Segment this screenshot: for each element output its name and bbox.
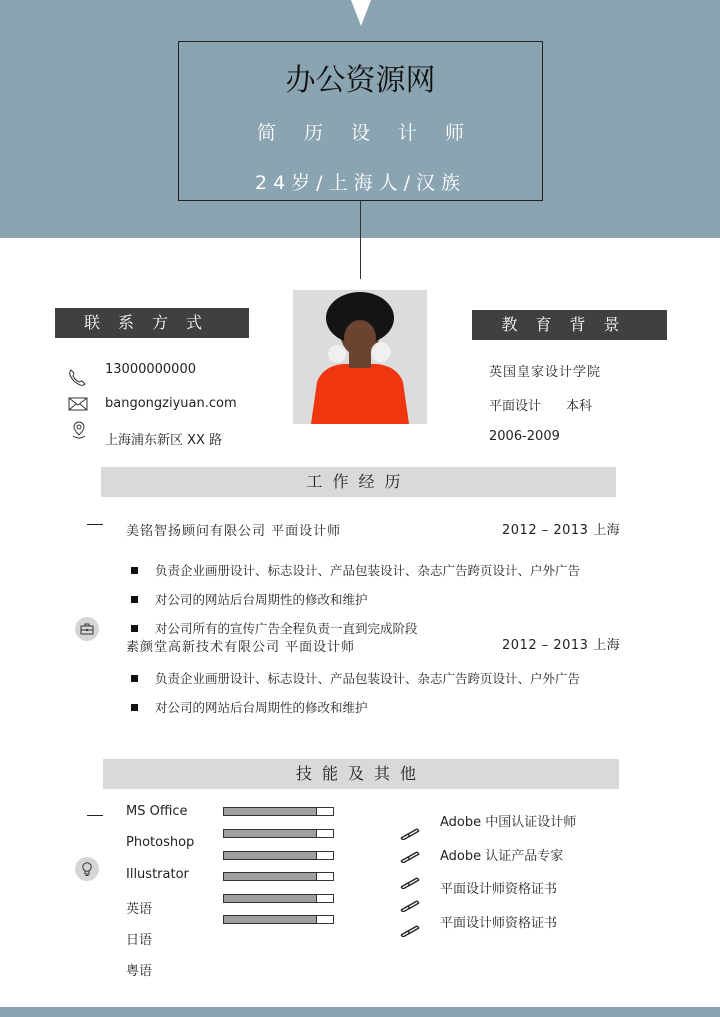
work-dash: [87, 524, 103, 525]
certificate: 平面设计师资格证书: [440, 882, 558, 897]
education-heading: 教育背景: [472, 310, 667, 340]
diploma-icon: [399, 848, 421, 867]
skill-bar-fill: [224, 852, 317, 859]
skill-bar: [223, 851, 334, 860]
skills-dash: [87, 815, 103, 816]
address: 上海浦东新区 XX 路: [105, 433, 223, 448]
skill-label: MS Office: [126, 804, 188, 819]
skill-bar: [223, 915, 334, 924]
certificate: 平面设计师资格证书: [440, 916, 558, 931]
job-1-date: 2012 – 2013 上海: [502, 523, 621, 538]
diploma-icon: [399, 825, 421, 844]
email-address: bangongziyuan.com: [105, 396, 237, 411]
certificate: Adobe 中国认证设计师: [440, 815, 577, 830]
skill-bar-fill: [224, 873, 317, 880]
lightbulb-icon: [75, 857, 99, 881]
skill-label: 粤语: [126, 964, 153, 979]
skill-bar-fill: [224, 916, 317, 923]
skill-bar: [223, 807, 334, 816]
skill-label: Photoshop: [126, 835, 195, 850]
candidate-role: 简历设计师: [256, 122, 492, 144]
candidate-name: 办公资源网: [285, 63, 436, 98]
skill-bar-fill: [224, 830, 317, 837]
diploma-icon: [399, 897, 421, 916]
skills-heading: 技能及其他: [103, 759, 619, 789]
job-2-bullet: 负责企业画册设计、标志设计、产品包装设计、杂志广告跨页设计、户外广告: [131, 669, 580, 687]
job-1-title: 美铭智扬顾问有限公司 平面设计师: [126, 524, 342, 539]
skill-bar: [223, 872, 334, 881]
mail-icon: [68, 396, 88, 416]
skill-bar-fill: [224, 895, 317, 902]
skill-bar-fill: [224, 808, 317, 815]
skill-label: 日语: [126, 933, 153, 948]
work-heading: 工作经历: [101, 467, 616, 497]
skill-bar: [223, 829, 334, 838]
job-1-bullet: 对公司的网站后台周期性的修改和维护: [131, 590, 368, 608]
profile-photo: [293, 290, 427, 424]
skill-label: 英语: [126, 902, 153, 917]
skill-label: Illustrator: [126, 867, 189, 882]
diploma-icon: [399, 874, 421, 893]
job-1-bullet: 对公司所有的宣传广告全程负责一直到完成阶段: [131, 619, 418, 637]
header-notch: [351, 0, 371, 26]
certificate: Adobe 认证产品专家: [440, 849, 564, 864]
degree: 本科: [566, 399, 593, 414]
briefcase-icon: [75, 617, 99, 641]
job-2-title: 素颜堂高新技术有限公司 平面设计师: [126, 640, 356, 655]
major: 平面设计: [489, 399, 542, 414]
diploma-icon: [399, 922, 421, 941]
phone-number: 13000000000: [105, 362, 196, 377]
education-years: 2006-2009: [489, 429, 560, 444]
skill-bar: [223, 894, 334, 903]
job-1-bullet: 负责企业画册设计、标志设计、产品包装设计、杂志广告跨页设计、户外广告: [131, 561, 580, 579]
job-2-bullet: 对公司的网站后台周期性的修改和维护: [131, 698, 368, 716]
phone-icon: [67, 368, 87, 388]
location-pin-icon: [69, 420, 89, 440]
job-2-date: 2012 – 2013 上海: [502, 638, 621, 653]
contact-heading: 联系方式: [55, 308, 249, 338]
footer-band: [0, 1007, 720, 1017]
connector-line: [360, 201, 361, 279]
candidate-info: 24岁/上海人/汉族: [255, 172, 466, 194]
school-name: 英国皇家设计学院: [489, 365, 602, 380]
